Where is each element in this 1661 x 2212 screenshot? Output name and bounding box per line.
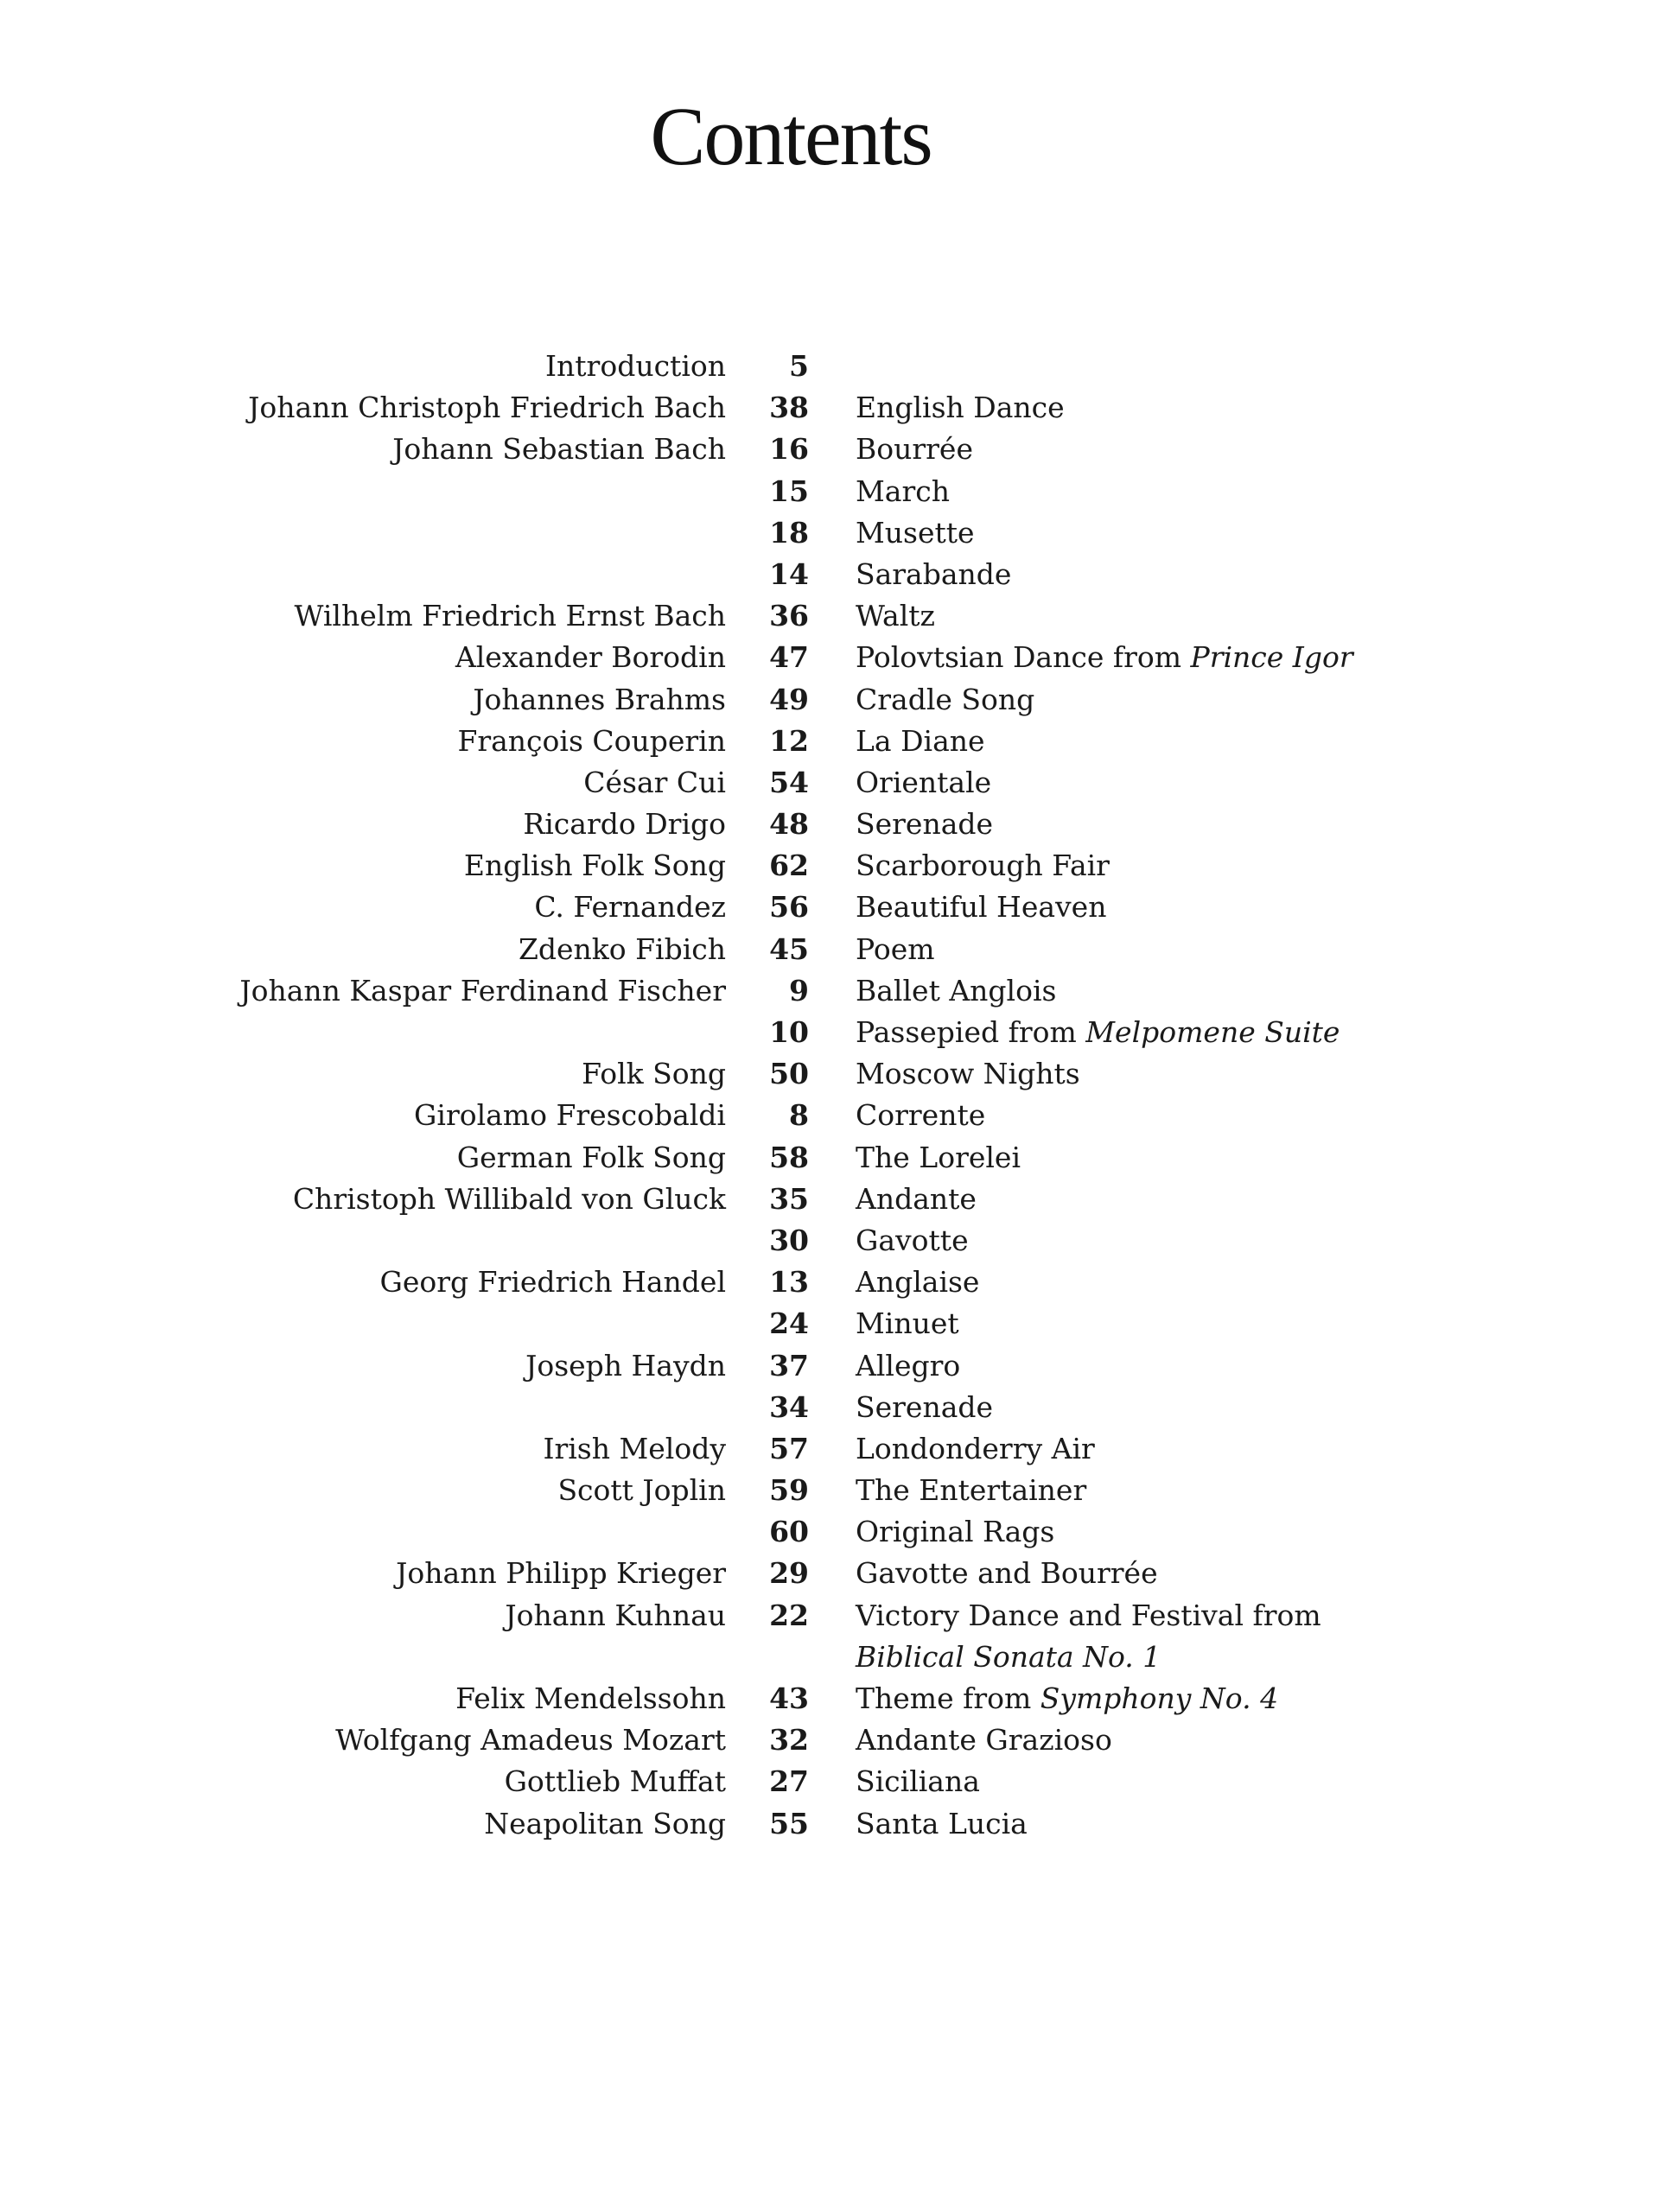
- piece-title-text: Anglaise: [856, 1265, 980, 1300]
- piece-title: [856, 721, 985, 762]
- toc-entry: [0, 1303, 1661, 1344]
- page-number: 62: [769, 849, 809, 883]
- composer-name: Johann Kuhnau: [505, 1598, 726, 1632]
- page-number: 54: [769, 765, 809, 799]
- piece-title-text: Gavotte: [856, 1223, 969, 1257]
- page-number: 14: [769, 556, 809, 591]
- piece-title-text: Corrente: [856, 1098, 986, 1133]
- page-number: 15: [769, 474, 809, 508]
- piece-title-text: Gavotte and Bourrée: [856, 1556, 1158, 1591]
- piece-title: [856, 887, 1106, 928]
- work-title: Prince Igor: [1190, 640, 1353, 675]
- piece-title-text: Santa Lucia: [856, 1806, 1028, 1840]
- piece-title: [856, 595, 935, 637]
- piece-title-text: The Lorelei: [856, 1140, 1021, 1174]
- composer-name: Joseph Haydn: [525, 1348, 726, 1382]
- piece-title: [856, 1719, 1112, 1761]
- page-number: 10: [769, 1015, 809, 1049]
- composer-name: Zdenko Fibich: [518, 931, 726, 966]
- page-number: 43: [769, 1681, 809, 1715]
- piece-title: [856, 1387, 993, 1428]
- piece-title: [856, 1012, 1340, 1053]
- piece-title: [856, 512, 975, 554]
- table-of-contents: [0, 346, 1661, 1845]
- composer-name: Johannes Brahms: [473, 682, 726, 716]
- piece-title: [856, 554, 1011, 595]
- piece-title-text: Bourrée: [856, 432, 973, 467]
- piece-title-text: Minuet: [856, 1306, 959, 1341]
- piece-title: [856, 845, 1110, 887]
- piece-title-text: Waltz: [856, 599, 935, 633]
- toc-entry: [0, 346, 1661, 387]
- page-number: 34: [769, 1389, 809, 1424]
- composer-name: François Couperin: [457, 723, 726, 758]
- composer-name: Alexander Borodin: [455, 640, 726, 675]
- page-number: 5: [789, 349, 809, 383]
- toc-entry: [0, 762, 1661, 804]
- toc-entry: [0, 1428, 1661, 1470]
- piece-title: [856, 1803, 1028, 1845]
- piece-title-text: Cradle Song: [856, 682, 1035, 716]
- piece-title-text: Moscow Nights: [856, 1057, 1080, 1091]
- composer-name: Georg Friedrich Handel: [379, 1265, 726, 1300]
- toc-entry: [0, 1137, 1661, 1179]
- piece-title: [856, 1179, 977, 1220]
- toc-entry: [0, 887, 1661, 928]
- toc-entry: [0, 554, 1661, 595]
- work-title: Symphony No. 4: [1040, 1681, 1279, 1715]
- composer-name: Wilhelm Friedrich Ernst Bach: [294, 599, 726, 633]
- toc-entry: [0, 1179, 1661, 1220]
- piece-title: [856, 471, 950, 512]
- piece-title-text: Beautiful Heaven: [856, 890, 1107, 925]
- page-number: 16: [769, 432, 809, 467]
- toc-entry: [0, 1470, 1661, 1511]
- piece-title-text: Theme from: [856, 1681, 1041, 1715]
- piece-title: [856, 387, 1065, 429]
- page-number: 38: [769, 391, 809, 425]
- piece-title: [856, 970, 1056, 1012]
- toc-entry: [0, 1220, 1661, 1262]
- toc-entry: [0, 471, 1661, 512]
- toc-entry: [0, 845, 1661, 887]
- piece-title-text: Sarabande: [856, 556, 1012, 591]
- toc-entry: [0, 1595, 1661, 1637]
- toc-entry: [0, 1262, 1661, 1303]
- piece-title-text: Musette: [856, 515, 975, 550]
- piece-title-text: Scarborough Fair: [856, 849, 1110, 883]
- page-number: 8: [789, 1098, 809, 1133]
- piece-title: [856, 1678, 1278, 1719]
- page-number: 36: [769, 599, 809, 633]
- page-number: 12: [769, 723, 809, 758]
- piece-title: [856, 1595, 1321, 1637]
- piece-title: [856, 1262, 979, 1303]
- piece-title-text: Victory Dance and Festival from: [856, 1598, 1321, 1632]
- page-number: 58: [769, 1140, 809, 1174]
- composer-name: Neapolitan Song: [484, 1806, 726, 1840]
- composer-name: C. Fernandez: [534, 890, 726, 925]
- composer-name: English Folk Song: [463, 849, 726, 883]
- toc-entry: [0, 1053, 1661, 1095]
- toc-entry: [0, 1012, 1661, 1053]
- piece-title-text: Siciliana: [856, 1764, 980, 1799]
- composer-name: Ricardo Drigo: [523, 807, 726, 842]
- piece-title-text: Original Rags: [856, 1515, 1055, 1549]
- piece-title-text: Andante Grazioso: [856, 1723, 1112, 1758]
- page-number: 30: [769, 1223, 809, 1257]
- composer-name: Irish Melody: [543, 1431, 726, 1465]
- composer-name: Wolfgang Amadeus Mozart: [335, 1723, 726, 1758]
- piece-title-text: The Entertainer: [856, 1473, 1087, 1508]
- piece-title: [856, 429, 973, 470]
- page-number: 18: [769, 515, 809, 550]
- page-number: 13: [769, 1265, 809, 1300]
- page-number: 59: [769, 1473, 809, 1508]
- toc-entry: [0, 929, 1661, 970]
- toc-entry: [0, 595, 1661, 637]
- page-number: 22: [769, 1598, 809, 1632]
- toc-entry: [0, 1803, 1661, 1845]
- piece-title: [856, 804, 993, 845]
- piece-title-text: Andante: [856, 1181, 977, 1216]
- piece-title: [856, 679, 1034, 721]
- piece-title-text: Ballet Anglois: [856, 973, 1057, 1007]
- page-number: 56: [769, 890, 809, 925]
- page-number: 37: [769, 1348, 809, 1382]
- composer-name: Felix Mendelssohn: [455, 1681, 726, 1715]
- page-number: 47: [769, 640, 809, 675]
- piece-title-text: Serenade: [856, 1389, 994, 1424]
- piece-title-text: March: [856, 474, 950, 508]
- piece-title-text: Serenade: [856, 807, 994, 842]
- piece-title: [856, 1220, 969, 1262]
- piece-title: [856, 1095, 985, 1136]
- piece-title: [856, 637, 1353, 678]
- page-number: 9: [789, 973, 809, 1007]
- toc-entry: [0, 637, 1661, 678]
- page-number: 29: [769, 1556, 809, 1591]
- piece-title: [856, 1053, 1080, 1095]
- composer-name: German Folk Song: [456, 1140, 726, 1174]
- toc-entry: [0, 387, 1661, 429]
- piece-title: [856, 1553, 1158, 1594]
- toc-entry: [0, 721, 1661, 762]
- toc-entry: [0, 970, 1661, 1012]
- piece-title: [856, 929, 935, 970]
- composer-name: Introduction: [545, 349, 726, 383]
- page-number: 24: [769, 1306, 809, 1341]
- composer-name: Johann Philipp Krieger: [396, 1556, 726, 1591]
- toc-entry: [0, 1637, 1661, 1678]
- toc-entry: [0, 1345, 1661, 1387]
- piece-title: [856, 1511, 1054, 1553]
- toc-entry: [0, 1387, 1661, 1428]
- page-number: 60: [769, 1515, 809, 1549]
- piece-title-text: Londonderry Air: [856, 1431, 1095, 1465]
- toc-entry: [0, 1678, 1661, 1719]
- piece-title-text: Orientale: [856, 765, 992, 799]
- work-title: Biblical Sonata No. 1: [856, 1639, 1161, 1674]
- piece-title: [856, 1470, 1086, 1511]
- composer-name: Christoph Willibald von Gluck: [292, 1181, 726, 1216]
- toc-entry: [0, 1761, 1661, 1802]
- work-title: Melpomene Suite: [1085, 1015, 1340, 1049]
- piece-title: [856, 1303, 959, 1344]
- toc-entry: [0, 1095, 1661, 1136]
- toc-entry: [0, 679, 1661, 721]
- piece-title-text: Poem: [856, 931, 935, 966]
- toc-entry: [0, 1553, 1661, 1594]
- page-number: 35: [769, 1181, 809, 1216]
- composer-name: Johann Sebastian Bach: [392, 432, 726, 467]
- piece-title: [856, 1637, 1161, 1678]
- piece-title-text: Polovtsian Dance from: [856, 640, 1191, 675]
- composer-name: Johann Kaspar Ferdinand Fischer: [239, 973, 726, 1007]
- page-number: 27: [769, 1764, 809, 1799]
- toc-entry: [0, 1511, 1661, 1553]
- toc-entry: [0, 512, 1661, 554]
- piece-title: [856, 1428, 1095, 1470]
- piece-title-text: La Diane: [856, 723, 985, 758]
- composer-name: Gottlieb Muffat: [504, 1764, 726, 1799]
- toc-entry: [0, 1719, 1661, 1761]
- composer-name: Girolamo Frescobaldi: [414, 1098, 726, 1133]
- page-number: 48: [769, 807, 809, 842]
- composer-name: César Cui: [583, 765, 726, 799]
- page-number: 50: [769, 1057, 809, 1091]
- composer-name: Folk Song: [582, 1057, 726, 1091]
- toc-entry: [0, 429, 1661, 470]
- piece-title: [856, 1137, 1021, 1179]
- piece-title-text: Passepied from: [856, 1015, 1086, 1049]
- page-number: 57: [769, 1431, 809, 1465]
- piece-title-text: English Dance: [856, 391, 1065, 425]
- page-number: 32: [769, 1723, 809, 1758]
- piece-title: [856, 1761, 980, 1802]
- page-title: Contents: [650, 90, 932, 182]
- piece-title: [856, 1345, 960, 1387]
- page-number: 49: [769, 682, 809, 716]
- composer-name: Johann Christoph Friedrich Bach: [248, 391, 726, 425]
- piece-title: [856, 762, 991, 804]
- page-number: 45: [769, 931, 809, 966]
- toc-entry: [0, 804, 1661, 845]
- piece-title-text: Allegro: [856, 1348, 961, 1382]
- composer-name: Scott Joplin: [557, 1473, 726, 1508]
- page-number: 55: [769, 1806, 809, 1840]
